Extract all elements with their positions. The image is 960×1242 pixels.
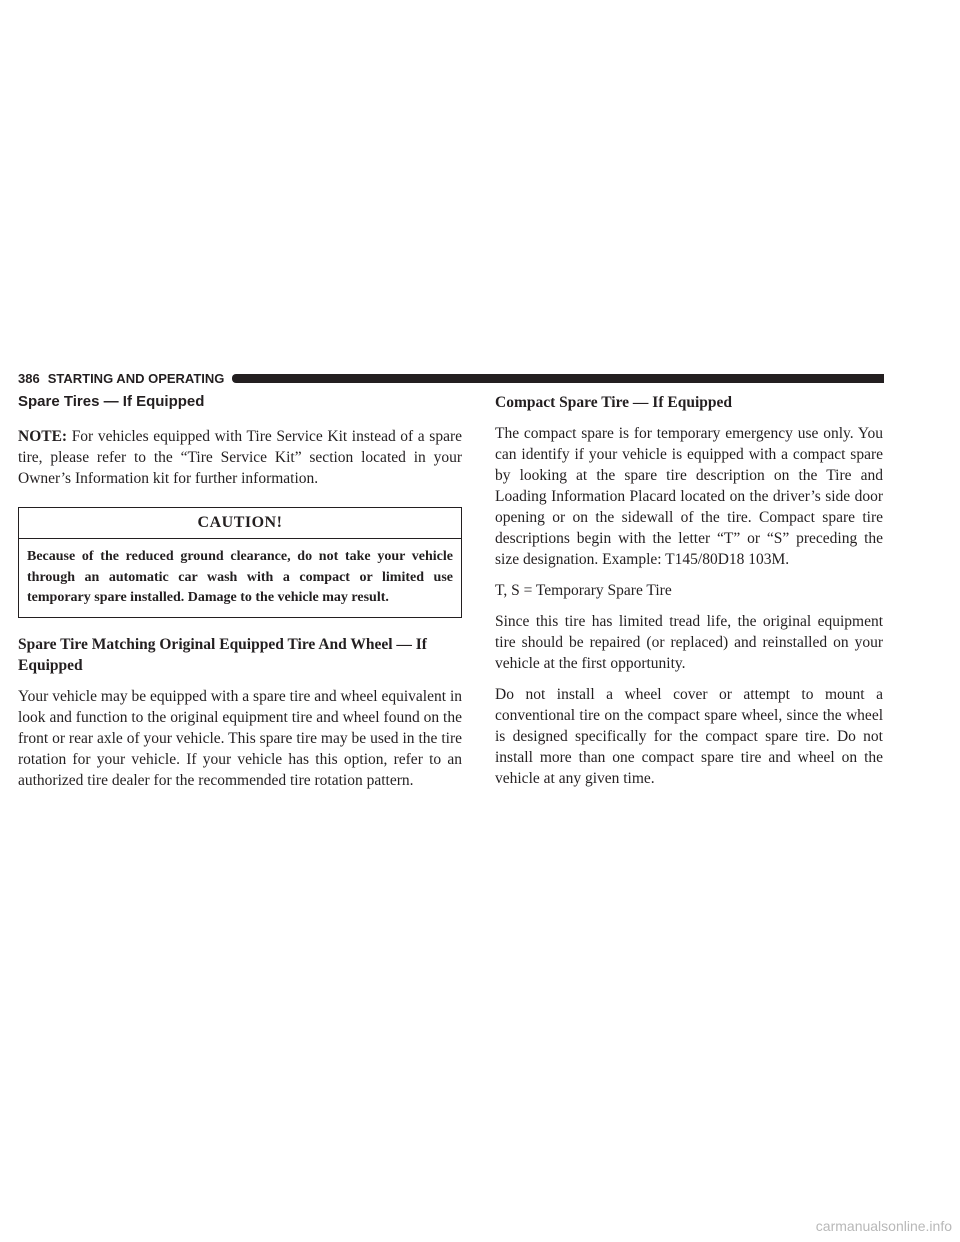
caution-text: Because of the reduced ground clearance, do not take your vehicle through an automatic car wash with a compact or limited use temporary spare installed. Damage to the vehicle may result.: [27, 549, 453, 605]
section-title: STARTING AND OPERATING: [47, 370, 225, 386]
note-paragraph: [18, 426, 462, 489]
watermark: carmanualsonline.info: [815, 1218, 952, 1234]
page-number: 386: [18, 370, 40, 386]
compact-spare-paragraph-1: The compact spare is for temporary emergency use only. You can identify if your vehicle is equipped with a compact spare by looking at the spare tire description on the Tire and Loading Information Placard located on the driver’s side door opening or on the sidewall of the tire. Compact spare tire descriptions begin with the letter “T” or “S” preceding the size designation. Example: T145/80D18 103M.: [495, 425, 883, 568]
compact-spare-paragraph-2: T, S = Temporary Spare Tire: [495, 582, 672, 599]
note-label: NOTE:: [18, 428, 68, 445]
left-column: [18, 392, 462, 801]
spare-tires-heading: Spare Tires — If Equipped: [18, 393, 205, 410]
note-text: For vehicles equipped with Tire Service Kit instead of a spare tire, please refer to the “Tire Service Kit” section located in your Owner’s Information kit for further information.: [18, 428, 462, 487]
caution-title: CAUTION!: [19, 508, 461, 539]
page-header: [18, 368, 884, 388]
compact-spare-paragraph-4: Do not install a wheel cover or attempt to mount a conventional tire on the compact spare wheel, since the wheel is designed specifically for the compact spare tire. Do not install more than one compact spare tire and wheel on the vehicle at any given time.: [495, 686, 883, 787]
matching-spare-paragraph: Your vehicle may be equipped with a spare tire and wheel equivalent in look and function to the original equipment tire and wheel found on the front or rear axle of your vehicle. This spare tire may be used in the tire rotation for your vehicle. If your vehicle has this option, refer to an authorized tire dealer for the recommended tire rotation pattern.: [18, 687, 462, 789]
matching-spare-heading: Spare Tire Matching Original Equipped Tire And Wheel — If Equipped: [18, 635, 427, 674]
caution-box: [18, 507, 462, 618]
right-column: [495, 392, 883, 799]
compact-spare-paragraph-3: Since this tire has limited tread life, the original equipment tire should be repaired (or replaced) and reinstalled on your vehicle at the first opportunity.: [495, 613, 883, 672]
compact-spare-heading: Compact Spare Tire — If Equipped: [495, 394, 732, 411]
header-rule: [232, 374, 884, 383]
